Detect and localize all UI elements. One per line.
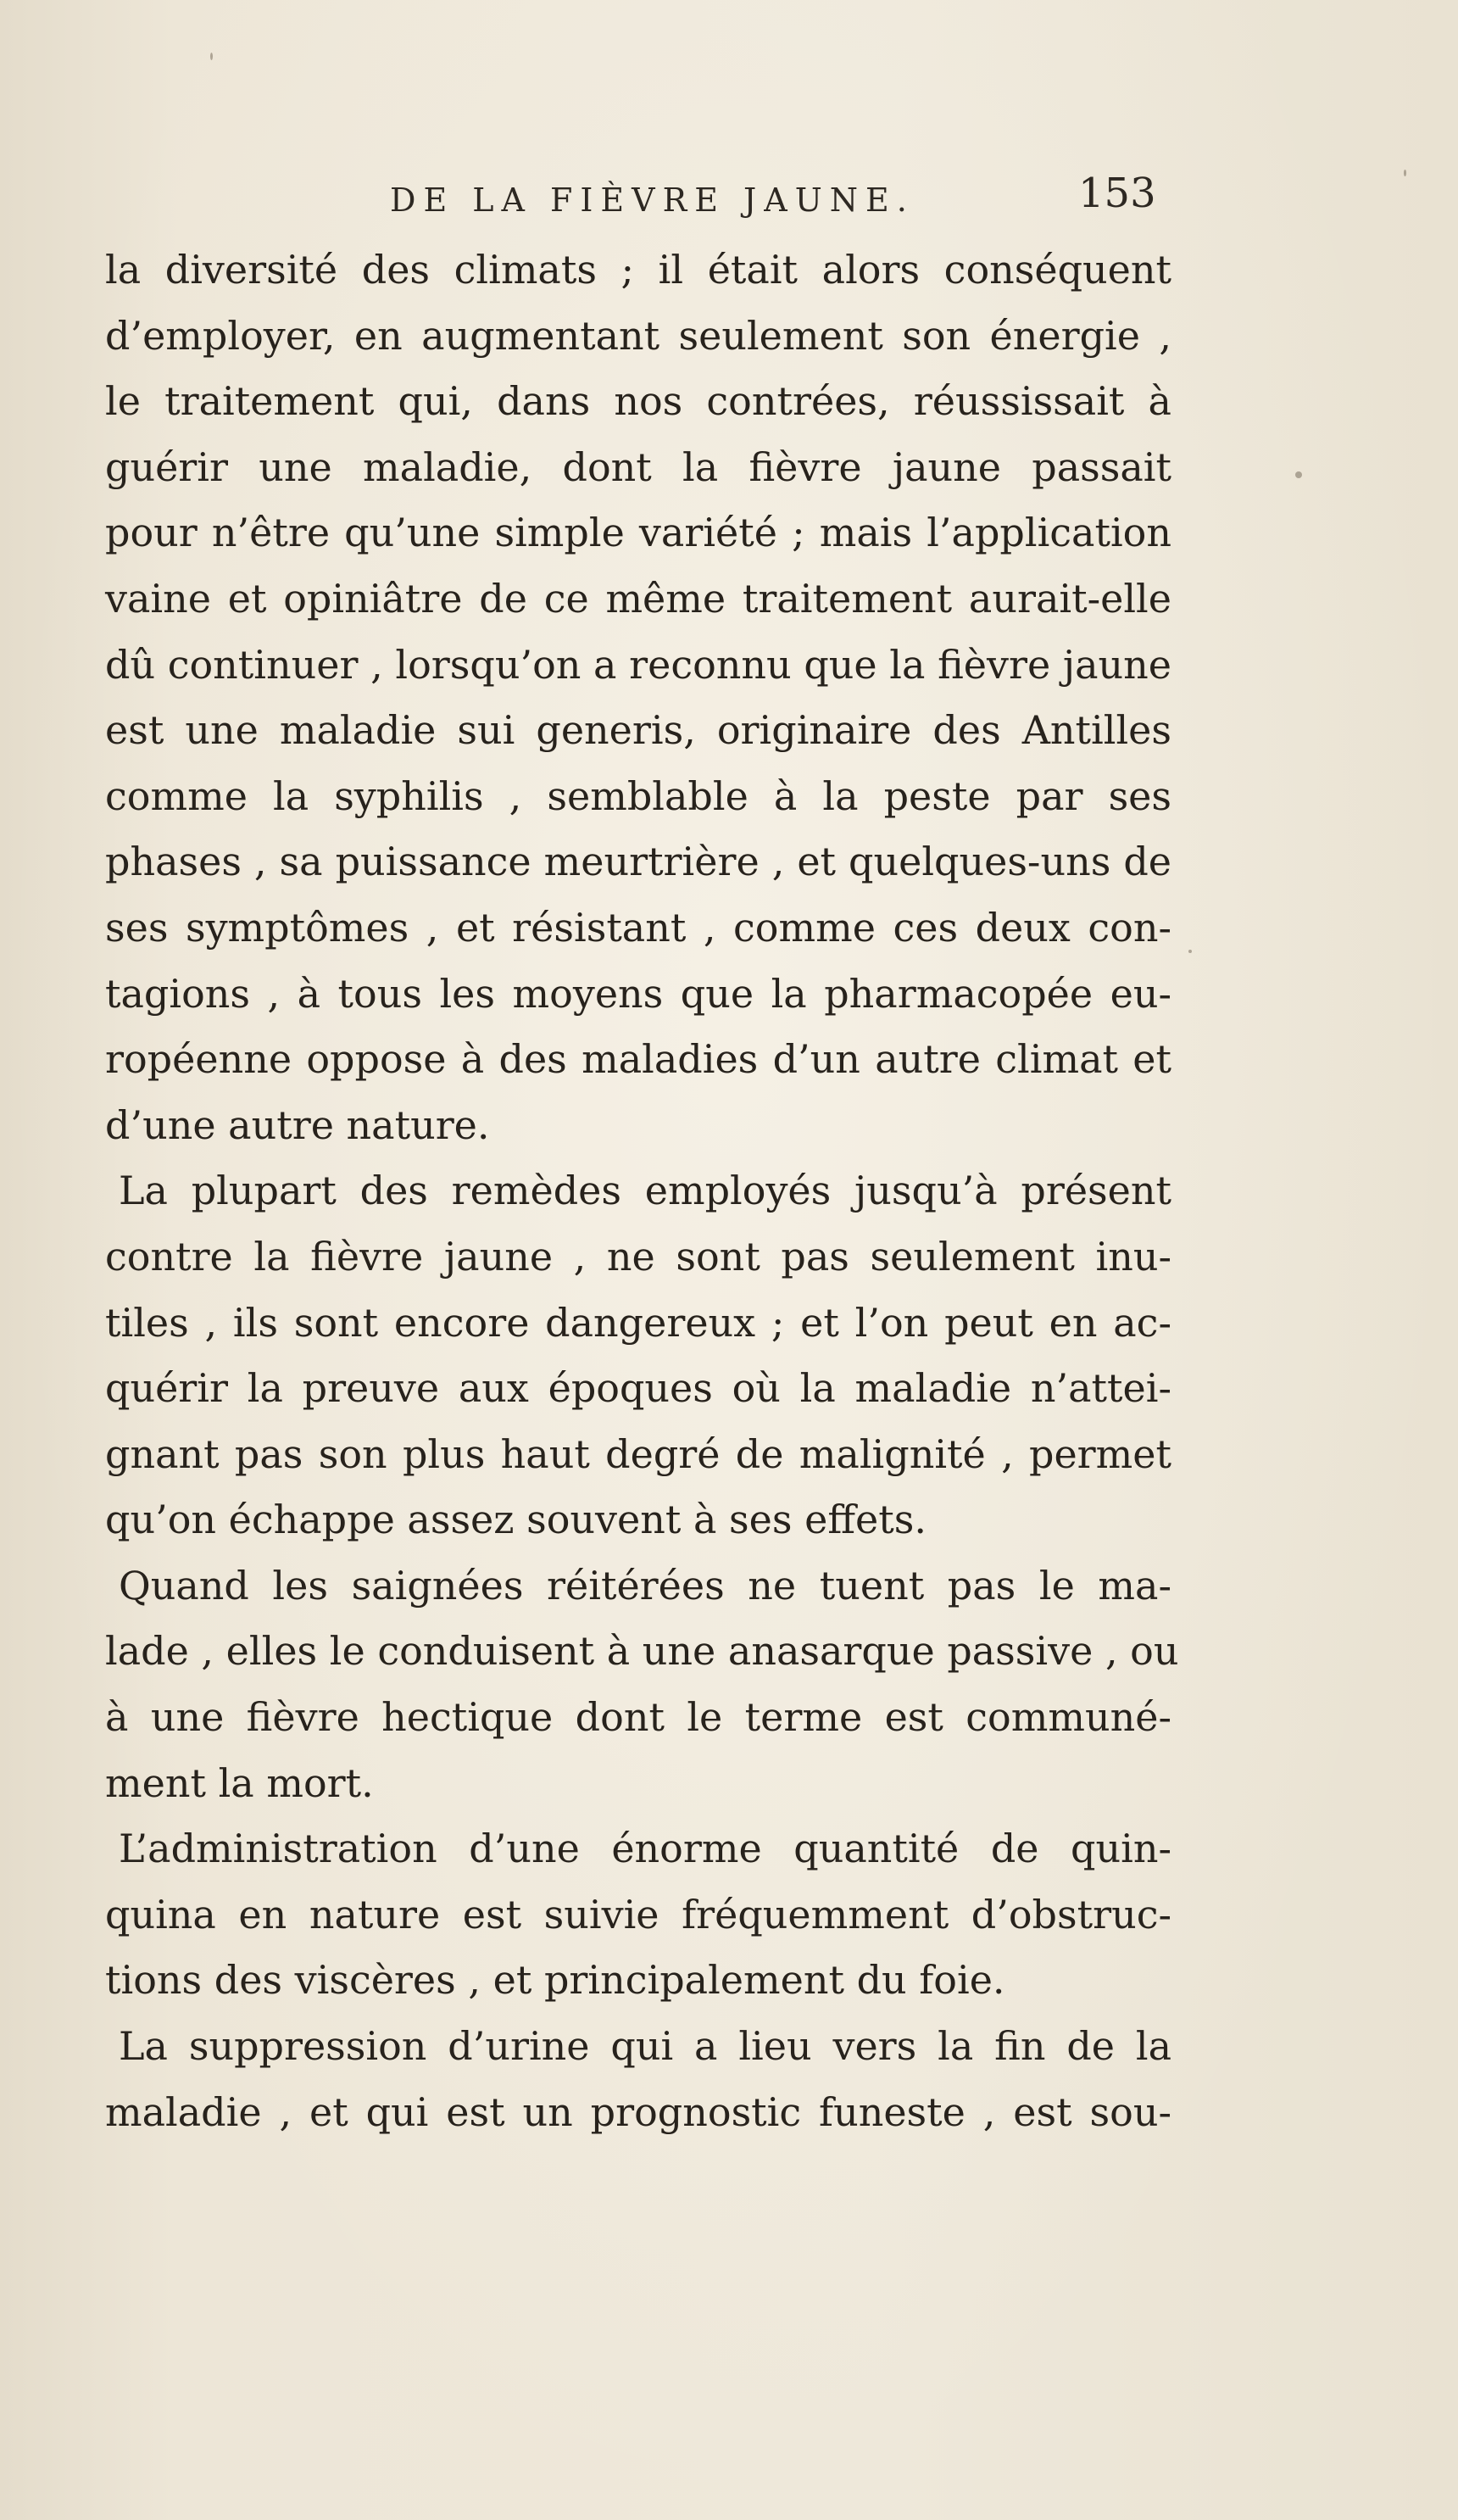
text-line: dû continuer , lorsqu’on a reconnu que la fièvre jaune [105,641,1171,688]
paragraph-start-line: L’administration d’une énorme quantité de quin- [119,1826,1171,1872]
text-line: contre la fièvre jaune , ne sont pas seulement inu- [105,1233,1171,1280]
text-line: tagions , à tous les moyens que la pharmacopée eu- [105,970,1171,1017]
paragraph-start-line: La suppression d’urine qui a lieu vers la fin de la [119,2023,1171,2070]
text-line: comme la syphilis , semblable à la peste par ses [105,772,1171,819]
paper-speck [1188,950,1192,953]
text-line: d’employer, en augmentant seulement son énergie , [105,312,1171,359]
text-line: lade , elles le conduisent à une anasarque passive , ou [105,1628,1179,1675]
text-line: tiles , ils sont encore dangereux ; et l’on peut en ac- [105,1299,1171,1346]
text-line: qu’on échappe assez souvent à ses effets. [105,1497,927,1543]
text-line: maladie , et qui est un prognostic funeste , est sou- [105,2088,1171,2135]
text-line: ment la mort. [105,1759,374,1806]
text-line: le traitement qui, dans nos contrées, réussissait à [105,378,1171,425]
text-line: guérir une maladie, dont la fièvre jaune passait [105,443,1171,490]
paper-speck [1295,471,1302,478]
text-line: pour n’être qu’une simple variété ; mais l’application [105,510,1171,556]
text-line: vaine et opiniâtre de ce même traitement aurait-elle [105,575,1171,622]
text-line: ses symptômes , et résistant , comme ces deux con- [105,904,1171,951]
text-line: ropéenne oppose à des maladies d’un autre climat et [105,1036,1171,1083]
text-line: à une fièvre hectique dont le terme est communé- [105,1694,1171,1741]
text-line: tions des viscères , et principalement du foie. [105,1957,1005,2004]
paragraph-start-line: La plupart des remèdes employés jusqu’à présent [119,1168,1171,1214]
text-line: gnant pas son plus haut degré de malignité , permet [105,1430,1171,1477]
text-line: est une maladie sui generis, originaire des Antilles [105,707,1171,754]
paper-speck [210,53,213,60]
body-text [105,237,1179,2145]
text-line: la diversité des climats ; il était alors conséquent [105,247,1171,293]
paragraph-start-line: Quand les saignées réitérées ne tuent pas le ma- [119,1562,1171,1608]
paper-speck [1404,170,1406,176]
text-line: d’une autre nature. [105,1101,490,1148]
text-line: quina en nature est suivie fréquemment d’obstruc- [105,1891,1171,1937]
text-line: quérir la preuve aux époques où la maladie n’attei- [105,1365,1171,1412]
text-line: phases , sa puissance meurtrière , et quelques-uns de [105,839,1171,885]
running-header: DE LA FIÈVRE JAUNE. [390,181,915,219]
page-number: 153 [1078,170,1156,217]
